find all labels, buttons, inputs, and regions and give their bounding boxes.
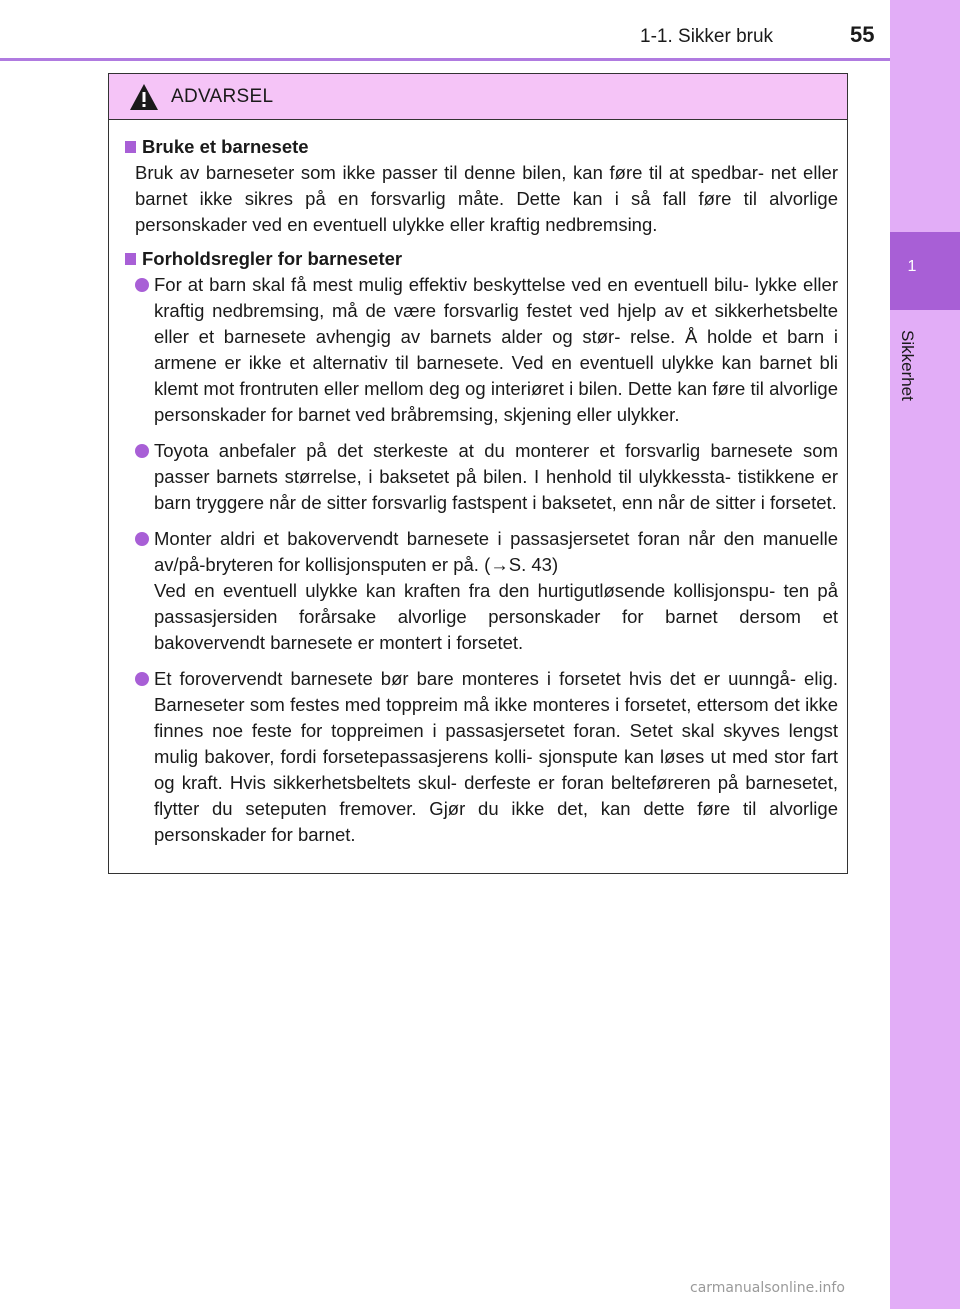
list-item-text: For at barn skal få mest mulig effektiv beskyttelse ved en eventuell bilu- lykke eller kraftig nedbremsing, må de være forsvarlig festet ved hjelp av et sikkerhetsbelte eller et barnesete avhengig av barnets alder og stør- relse. Å holde et barn i armene er ikke et alternativ til barnesete. Ved en eventuell ulykke kan barnet bli klemt mot frontruten eller mellom deg og interiøret i bilen. Dette kan føre til alvorlige personskader for barnet ved bråbremsing, skjening eller ulykker. [154,274,838,425]
warning-header [109,74,847,120]
circle-bullet-icon [135,532,149,546]
warning-body [109,120,847,848]
list-item-text-continued: Ved en eventuell ulykke kan kraften fra den hurtigutløsende kollisjonspu- ten på passasjersiden forårsake alvorlige personskader for barnet dersom et bakovervendt barnesete er montert i forsetet. [154,580,838,653]
section-title: 1-1. Sikker bruk [640,26,774,47]
watermark: carmanualsonline.info [690,1280,845,1296]
section-heading [125,134,838,160]
list-item [135,526,838,656]
circle-bullet-icon [135,278,149,292]
page-number: 55 [850,22,875,47]
warning-title: ADVARSEL [171,86,274,107]
square-bullet-icon [125,141,136,153]
circle-bullet-icon [135,672,149,686]
section-heading [125,246,838,272]
list-item-text: Toyota anbefaler på det sterkeste at du monterer et forsvarlig barnesete som passer barnets størrelse, i baksetet på bilen. I henhold til ulykkessta- tistikkene er barn tryggere når de sitter forsvarlig fastspent i baksetet, enn når de sitter i forsetet. [154,440,838,513]
circle-bullet-icon [135,444,149,458]
square-bullet-icon [125,253,136,265]
chapter-label-text: Sikkerhet [898,330,917,401]
list-item [135,272,838,428]
section-heading-text: Forholdsregler for barneseter [142,248,403,269]
section-precautions [125,246,838,848]
warning-triangle-icon [129,83,159,111]
section-paragraph: Bruk av barneseter som ikke passer til denne bilen, kan føre til at spedbar- net eller barnet ikke sikres på en forsvarlig måte. Dette kan i så fall føre til alvorlige personskader ved en eventuell ulykke eller kraftig nedbremsing. [135,162,838,235]
chapter-label [895,330,919,430]
chapter-side-tab [890,0,960,1309]
chapter-number: 1 [907,258,917,275]
header-divider [0,58,890,61]
warning-box [108,73,848,874]
list-item [135,438,838,516]
section-child-seat [125,134,838,238]
list-item-text: Monter aldri et bakovervendt barnesete i passasjersetet foran når den manuelle av/på-bryteren for kollisjonsputen er på. (→S. 43) [154,528,838,575]
list-item-text: Et forovervendt barnesete bør bare monteres i forsetet hvis det er uunngå- elig. Barneseter som festes med toppreim må ikke monteres i forsetet, ettersom det ikke finnes noe feste for toppreimen i passasjersetet foran. Setet skal skyves lengst mulig bakover, fordi forsetepassasjerens kolli- sjonspute kan løses ut med stor fart og kraft. Hvis sikkerhetsbeltets skul- derfeste er foran belteføreren på barnesetet, flytter du seteputen fremover. Gjør du ikke det, kan dette føre til alvorlige personskader for barnet. [154,668,838,845]
section-heading-text: Bruke et barnesete [142,136,309,157]
list-item [135,666,838,848]
